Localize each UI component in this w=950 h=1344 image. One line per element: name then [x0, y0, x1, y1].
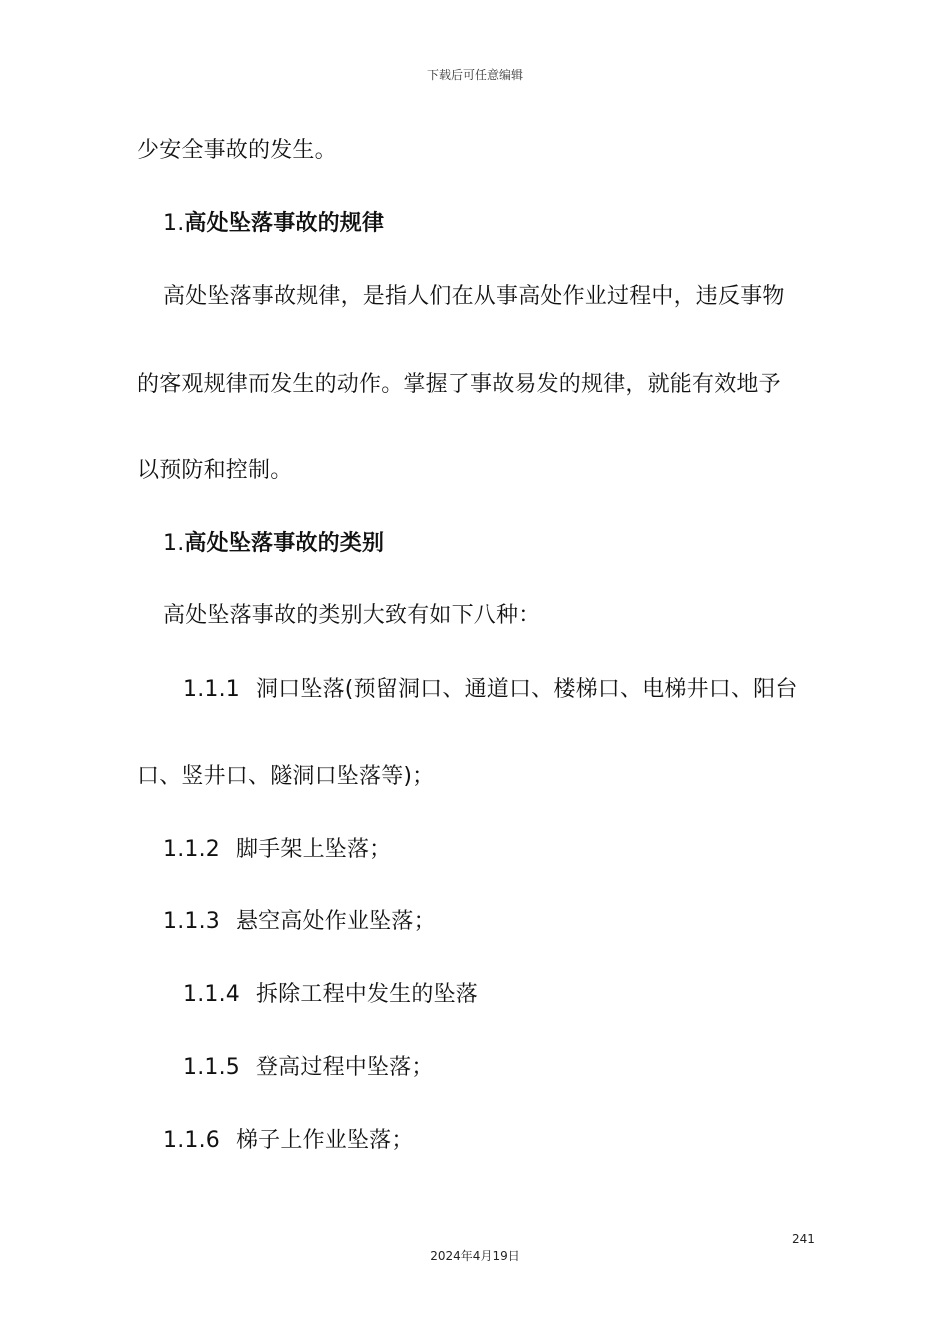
list-item-number: 1.1.3 — [163, 909, 220, 934]
list-item — [183, 1053, 434, 1083]
page-number: 241 — [792, 1232, 815, 1246]
list-item — [163, 1126, 414, 1156]
section-heading — [163, 209, 384, 239]
list-item-text: 拆除工程中发生的坠落 — [255, 982, 478, 1007]
list-item — [163, 907, 436, 937]
list-item-number: 1.1.5 — [183, 1055, 240, 1080]
list-item-number: 1.1.4 — [183, 982, 240, 1007]
list-item-text: 梯子上作业坠落； — [235, 1128, 414, 1153]
body-line: 少安全事故的发生。 — [137, 138, 337, 163]
heading-text: 高处坠落事故的规律 — [184, 211, 385, 236]
heading-text: 高处坠落事故的类别 — [184, 531, 385, 556]
list-item-text: 登高过程中坠落； — [255, 1055, 434, 1080]
paragraph-line: 的客观规律而发生的动作。掌握了事故易发的规律，就能有效地予 — [137, 372, 781, 397]
list-item-number: 1.1.6 — [163, 1128, 220, 1153]
list-item — [183, 675, 798, 705]
footer-date: 2024年4月19日 — [430, 1249, 520, 1263]
heading-number: 1. — [163, 211, 185, 236]
list-item — [183, 980, 478, 1010]
list-item-text: 洞口坠落(预留洞口、通道口、楼梯口、电梯井口、阳台 — [255, 677, 798, 702]
paragraph-line: 高处坠落事故的类别大致有如下八种： — [163, 603, 541, 628]
list-item — [163, 835, 391, 865]
list-item-number: 1.1.1 — [183, 677, 240, 702]
heading-number: 1. — [163, 531, 185, 556]
list-item-text: 脚手架上坠落； — [235, 837, 392, 862]
list-item-text: 悬空高处作业坠落； — [235, 909, 436, 934]
section-heading — [163, 529, 384, 559]
list-item-continuation: 口、竖井口、隧洞口坠落等)； — [137, 764, 435, 789]
page-header: 下载后可任意编辑 — [426, 68, 523, 82]
paragraph-line: 高处坠落事故规律，是指人们在从事高处作业过程中，违反事物 — [163, 284, 785, 309]
list-item-number: 1.1.2 — [163, 837, 220, 862]
paragraph-line: 以预防和控制。 — [137, 458, 293, 483]
